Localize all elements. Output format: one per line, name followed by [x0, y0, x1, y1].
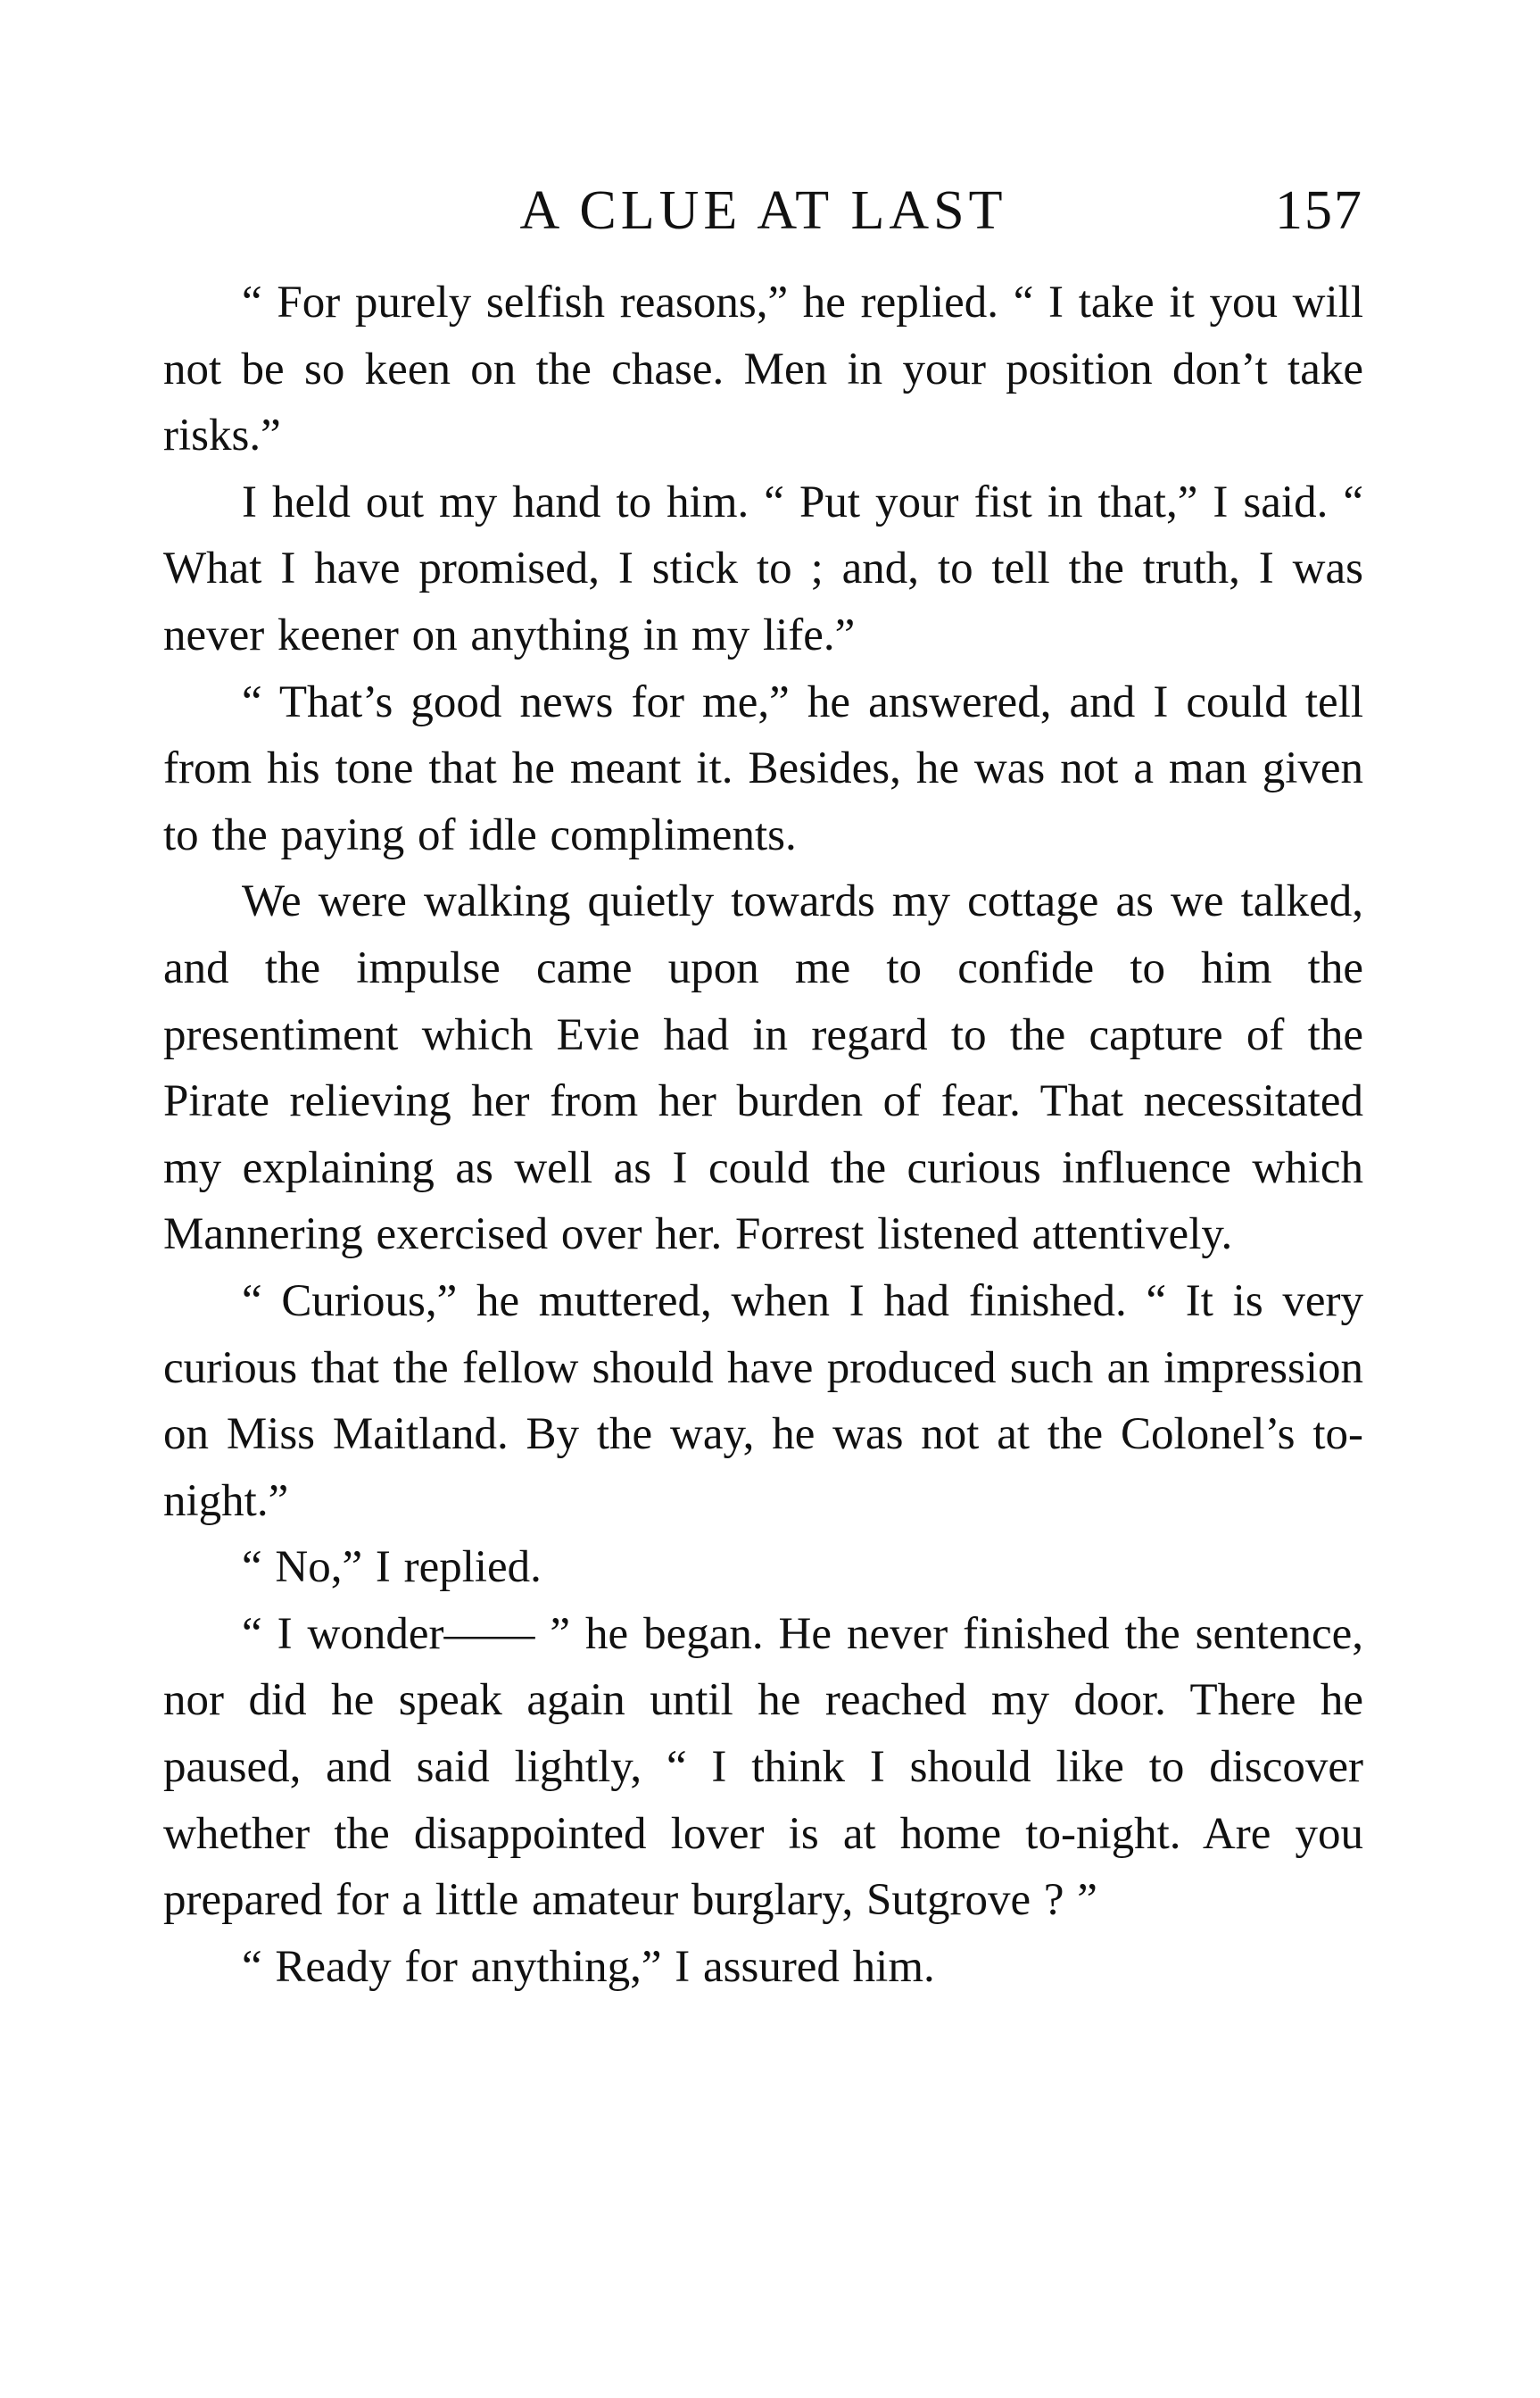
paragraph: “ Curious,” he muttered, when I had finished. “ It is very curious that the fellow should have produced such an impression on Miss Maitland. By the way, he was not at the Colonel’s to-night.”: [163, 1275, 1363, 1526]
paragraph: “ I wonder—— ” he began. He never finished the sentence, nor did he speak again until he reached my door. There he paused, and said lightly, “ I think I should like to discover whether the disappointed lover is at home to-night. Are you prepared for a little amateur burglary, Sutgrove ? ”: [163, 1608, 1363, 1926]
running-head: [163, 175, 1363, 246]
paragraph: We were walking quietly towards my cottage as we talked, and the impulse came upon me to confide to him the presentiment which Evie had in regard to the capture of the Pirate relieving her from her burden of fear. That necessitated my explaining as well as I could the curious influence which Mannering exercised over her. Forrest listened attentively.: [163, 876, 1363, 1260]
running-title: A CLUE AT LAST: [519, 180, 1007, 241]
paragraph: “ Ready for anything,” I assured him.: [242, 1941, 935, 1992]
paragraph: I held out my hand to him. “ Put your fist in that,” I said. “ What I have promised, I stick to ; and, to tell the truth, I was never keener on anything in my life.”: [163, 477, 1363, 660]
paragraph: “ No,” I replied.: [242, 1542, 542, 1593]
page-number: 157: [1275, 180, 1363, 241]
body-text: [163, 270, 1363, 2000]
paragraph: “ For purely selfish reasons,” he replied. “ I take it you will not be so keen on the chase. Men in your position don’t take risks.”: [163, 278, 1363, 461]
paragraph: “ That’s good news for me,” he answered, and I could tell from his tone that he meant it. Besides, he was not a man given to the paying of idle compliments.: [163, 676, 1363, 860]
